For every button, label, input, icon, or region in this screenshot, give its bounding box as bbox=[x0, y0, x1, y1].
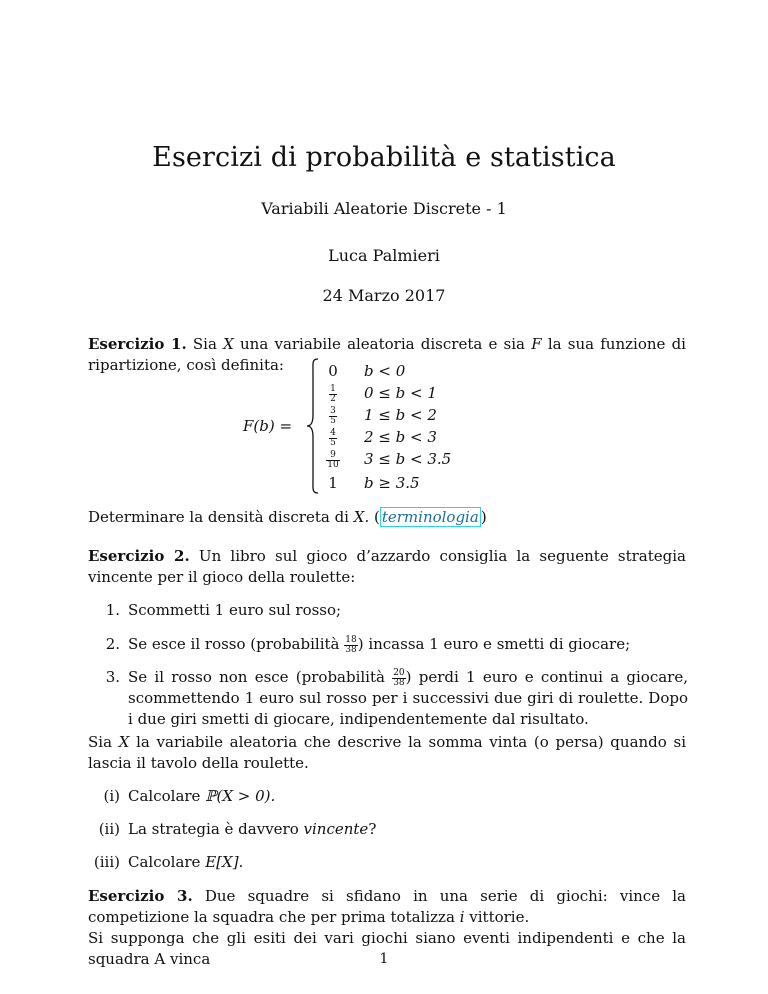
exercise-2-description: Sia X la variabile aleatoria che descrive la somma vinta (o persa) quando si lascia il tavolo della roulette. bbox=[88, 733, 686, 772]
exercise-3-statement: Esercizio 3. Due squadre si sfidano in una serie di giochi: vince la competizione la squadra che per prima totalizza i vittorie. Si supponga che gli esiti dei vari giochi siano eventi indipendenti e che la squadra A vinca bbox=[88, 887, 686, 968]
document-date: 24 Marzo 2017 bbox=[322, 286, 446, 305]
exercise-2-label: Esercizio 2. bbox=[88, 547, 190, 565]
document-page: Esercizi di probabilità e statistica Variabili Aleatorie Discrete - 1 Luca Palmieri 24 Marzo 2017 Esercizio 1. Sia X una variabile aleatoria discreta e sia F la sua funzione di ripartizione, così definita: F(b) = 0 b < 0 $\frac{1}{2}$ 0 ≤ b < 1 $\frac{3}{5}$ 1 ≤ b < 2 $\frac{4}{5}$ 2 ≤ b < 3 $\frac{9}{10}$ 3 ≤ b < 3.5 1 b ≥ 3.5 Determinare la densità discreta di X. ( terminologia ) Esercizio 2. Un libro sul gioco d’azzardo consiglia la seguente strategia vincente per il gioco della roulette: 1. Scommetti 1 euro sul rosso; 2. Se esce il rosso (probabilità $\frac{18}{38}$ ) incassa 1 euro e smetti di giocare; 3. Se il rosso non esce (probabilità $\frac{20}{38}$ ) perdi 1 euro e continui a giocare, scommettendo 1 euro sul rosso per i successivi due giri di roulette. Dopo i due giri smetti di giocare, indipendentemente dal risultato. Sia X la variabile aleatoria che descrive la somma vinta (o persa) quando si lascia il tavolo della roulette. (i) Calcolare ℙ(X > 0). (ii) La strategia è davvero vincente? (iii) Calcolare E[X]. Esercizio 3. Due squadre si sfidano in una serie di giochi: vince la competizione la squadra che per prima totalizza i vittorie. Si supponga che gli esiti dei vari giochi siano eventi indipendenti e che la squadra A vinca 1 bbox=[0, 0, 768, 994]
piecewise-brace bbox=[306, 357, 320, 495]
exercise-1-label: Esercizio 1. bbox=[88, 335, 187, 353]
function-lhs: F(b) = bbox=[243, 417, 293, 435]
exercise-3-label: Esercizio 3. bbox=[88, 887, 193, 905]
author-name: Luca Palmieri bbox=[328, 246, 440, 265]
exercise-2-intro: Esercizio 2. Un libro sul gioco d’azzardo consiglia la seguente strategia vincente per il gioco della roulette: bbox=[88, 547, 686, 586]
document-title: Esercizi di probabilità e statistica bbox=[152, 142, 616, 173]
page-number: 1 bbox=[379, 951, 389, 967]
exercise-1-question: Determinare la densità discreta di X. ( terminologia ) bbox=[88, 508, 487, 526]
terminologia-link[interactable]: terminologia bbox=[381, 508, 479, 526]
exercise-1-statement: Esercizio 1. Sia X una variabile aleatoria discreta e sia F la sua funzione di ripartizione, così definita: bbox=[88, 335, 686, 374]
document-subtitle: Variabili Aleatorie Discrete - 1 bbox=[261, 199, 507, 218]
